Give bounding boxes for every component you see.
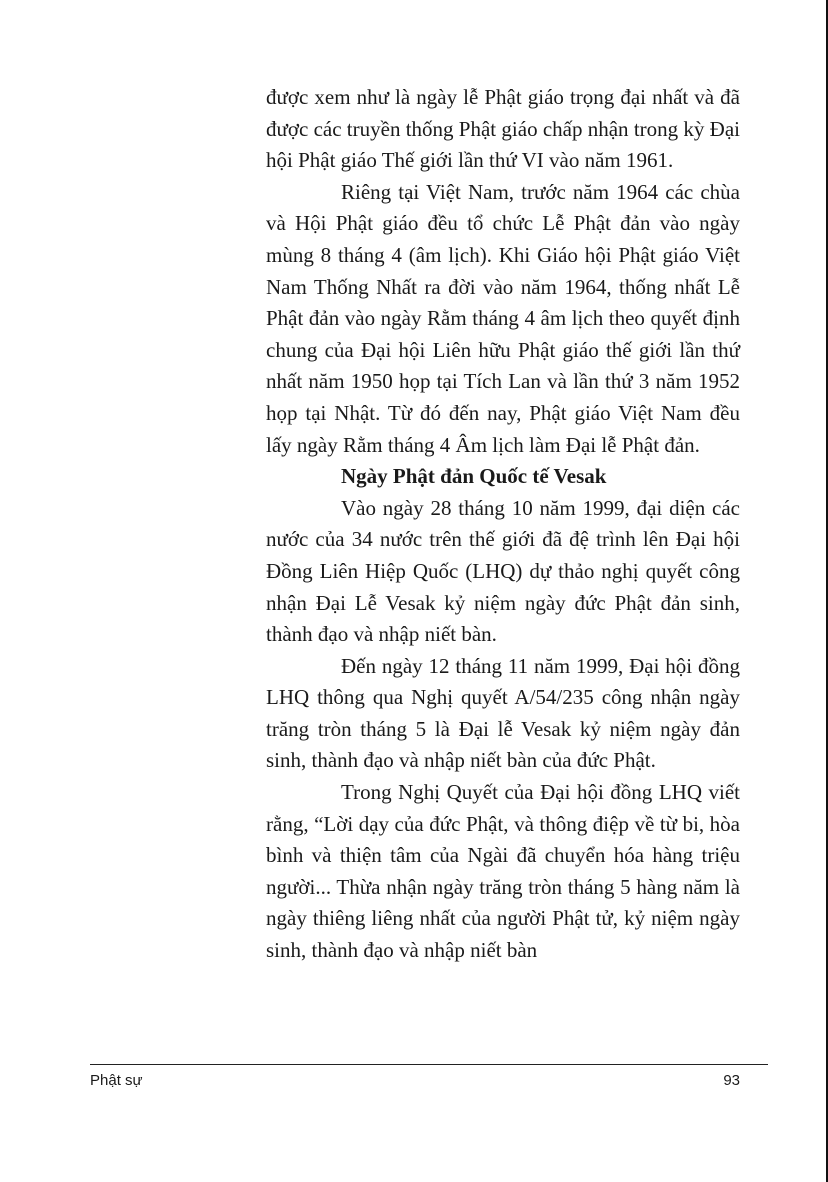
section-heading: Ngày Phật đản Quốc tế Vesak xyxy=(341,464,607,489)
paragraph-resolution: Đến ngày 12 tháng 11 năm 1999, Đại hội đồng LHQ thông qua Nghị quyết A/54/235 công nhận ngày trăng tròn tháng 5 là Đại lễ Vesak kỷ niệm ngày đản sinh, thành đạo và nhập niết bàn của đức Phật. xyxy=(266,653,740,773)
paragraph-continued: được xem như là ngày lễ Phật giáo trọng đại nhất và đã được các truyền thống Phật giáo chấp nhận trong kỳ Đại hội Phật giáo Thế giới lần thứ VI vào năm 1961. xyxy=(266,85,740,173)
paragraph-quote: Trong Nghị Quyết của Đại hội đồng LHQ viết rằng, “Lời dạy của đức Phật, và thông điệp về từ bi, hòa bình và thiện tâm của Ngài đã chuyển hóa hàng triệu người... Thừa nhận ngày trăng tròn tháng 5 hàng năm là ngày thiêng liêng nhất của người Phật tử, kỷ niệm ngày sinh, thành đạo và nhập niết bàn xyxy=(266,780,740,963)
paragraph-vietnam: Riêng tại Việt Nam, trước năm 1964 các chùa và Hội Phật giáo đều tổ chức Lễ Phật đản vào ngày mùng 8 tháng 4 (âm lịch). Khi Giáo hội Phật giáo Việt Nam Thống Nhất ra đời vào năm 1964, thống nhất Lễ Phật đản vào ngày Rằm tháng 4 âm lịch theo quyết định chung của Đại hội Liên hữu Phật giáo thế giới lần thứ nhất năm 1950 họp tại Tích Lan và lần thứ 3 năm 1952 họp tại Nhật. Từ đó đến nay, Phật giáo Việt Nam đều lấy ngày Rằm tháng 4 Âm lịch làm Đại lễ Phật đản. xyxy=(266,179,740,457)
footer-section-title: Phật sự xyxy=(90,1072,143,1089)
page-number: 93 xyxy=(723,1072,740,1089)
body-text xyxy=(266,82,740,967)
paragraph-1999-proposal: Vào ngày 28 tháng 10 năm 1999, đại diện các nước của 34 nước trên thế giới đã đệ trình lên Đại hội Đồng Liên Hiệp Quốc (LHQ) dự thảo nghị quyết công nhận Đại Lễ Vesak kỷ niệm ngày đức Phật đản sinh, thành đạo và nhập niết bàn. xyxy=(266,495,740,647)
footer-rule xyxy=(90,1064,768,1065)
